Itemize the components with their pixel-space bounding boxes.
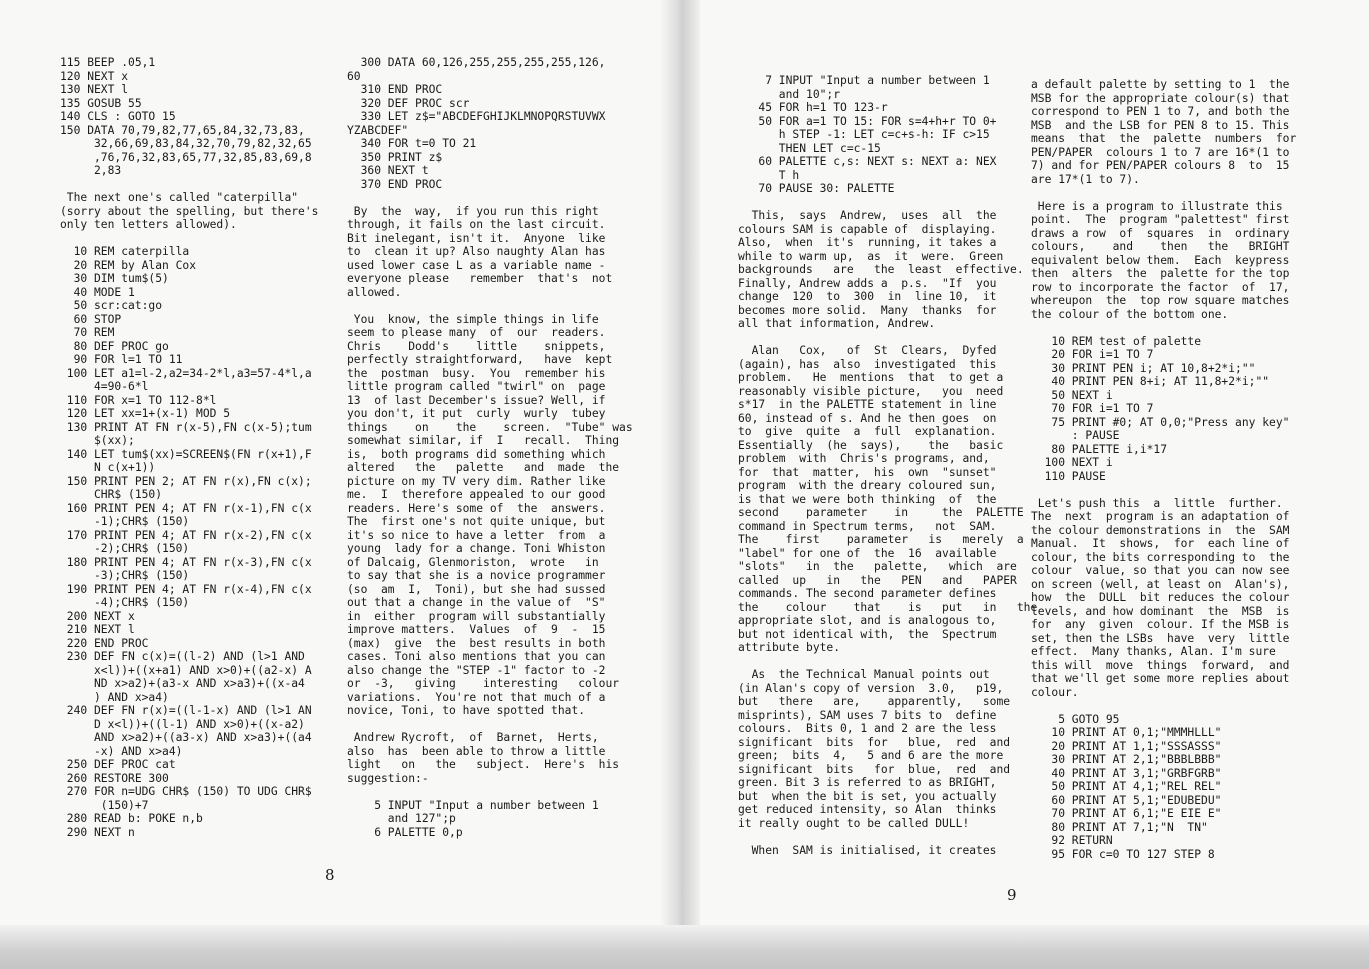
text-line: to say that she is a novice programmer xyxy=(347,569,606,582)
text-line: effect. Many thanks, Alan. I'm sure xyxy=(1031,645,1276,658)
text-line: 100 LET a1=l-2,a2=34-2*l,a3=57-4*l,a xyxy=(60,366,312,380)
text-line: 40 MODE 1 xyxy=(60,285,135,299)
text-line: N c(x+1)) xyxy=(60,461,156,474)
text-line: You know, the simple things in life xyxy=(347,312,599,326)
binding-gutter xyxy=(660,0,700,969)
text-line: Chris Dodd's little snippets, xyxy=(347,339,606,353)
text-line: 80 PRINT AT 7,1;"N TN" xyxy=(1031,820,1208,834)
text-line: a default palette by setting to 1 the xyxy=(1031,78,1290,91)
text-line: 80 DEF PROC go xyxy=(60,339,169,353)
paragraph-gap xyxy=(347,191,617,205)
text-line: D x<l))+((l-1) AND x>0)+((x-a2) xyxy=(60,717,305,731)
text-line: -x) AND x>a4) xyxy=(60,744,183,758)
text-line: used lower case L as a variable name - xyxy=(347,258,606,272)
text-line: then alters the palette for the top xyxy=(1031,267,1290,280)
text-line: Finally, Andrew adds a p.s. "If you xyxy=(738,276,997,290)
text-line: for that matter, his own "sunset" xyxy=(738,465,997,479)
text-line: commands. The second parameter defines xyxy=(738,587,997,600)
text-line: CHR$ (150) xyxy=(60,488,163,501)
text-line: -4);CHR$ (150) xyxy=(60,596,190,609)
text-line: 30 PRINT PEN i; AT 10,8+2*i;"" xyxy=(1031,361,1256,375)
text-line: to give quite a full explanation. xyxy=(738,425,997,438)
text-line: (sorry about the spelling, but there's xyxy=(60,204,319,218)
text-line: 10 PRINT AT 0,1;"MMMHLLL" xyxy=(1031,726,1222,739)
text-line: 90 FOR l=1 TO 11 xyxy=(60,353,183,366)
text-line: problem with Chris's programs, and, xyxy=(738,452,990,465)
text-line: altered the palette and made the xyxy=(347,461,620,474)
text-line: 95 FOR c=0 TO 127 STEP 8 xyxy=(1031,847,1215,861)
text-line: 100 NEXT i xyxy=(1031,456,1113,469)
paragraph-gap xyxy=(738,331,1010,345)
text-line: Also, when it's running, it takes a xyxy=(738,236,997,249)
text-line: (so am I, Toni), but she had sussed xyxy=(347,582,606,596)
text-line: THEN LET c=c-15 xyxy=(738,141,881,155)
text-line: the colour that is put in the xyxy=(738,600,1038,614)
text-line: 280 READ b: POKE n,b xyxy=(60,812,203,825)
paragraph-gap xyxy=(1031,483,1303,497)
text-line: 160 PRINT PEN 4; AT FN r(x-1),FN c(x xyxy=(60,501,312,515)
text-line: misprints), SAM uses 7 bits to define xyxy=(738,708,997,722)
text-line: 30 DIM tum$(5) xyxy=(60,272,169,285)
text-line: colour value, so that you can now see xyxy=(1031,564,1290,577)
paragraph-gap xyxy=(738,830,1010,844)
text-line: 60 PALETTE c,s: NEXT s: NEXT a: NEX xyxy=(738,155,997,168)
text-line: out that a change in the value of "S" xyxy=(347,596,606,609)
text-line: : PAUSE xyxy=(1031,429,1120,442)
text-line: The first parameter is merely a xyxy=(738,533,1024,546)
text-line: s*17 in the PALETTE statement in line xyxy=(738,398,997,411)
text-line: also change the "STEP -1" factor to -2 xyxy=(347,663,606,677)
text-line: PEN/PAPER colours 1 to 7 are 16*(1 to xyxy=(1031,145,1290,159)
text-line: appropriate slot, and is analogous to, xyxy=(738,614,997,627)
text-line: the colour of the bottom one. xyxy=(1031,307,1229,321)
text-line: somewhat similar, if I recall. Thing xyxy=(347,434,620,447)
text-line: green. Bit 3 is referred to as BRIGHT, xyxy=(738,776,997,789)
text-line: suggestion:- xyxy=(347,771,429,785)
text-line: 45 FOR h=1 TO 123-r xyxy=(738,101,888,114)
text-line: 40 PRINT AT 3,1;"GRBFGRB" xyxy=(1031,766,1222,780)
text-line: picture on my TV very dim. Rather like xyxy=(347,474,606,488)
text-line: through, it fails on the last circuit. xyxy=(347,218,606,231)
text-line: in either program will substantially xyxy=(347,609,606,623)
text-line: The next one's called "caterpilla" xyxy=(60,191,299,204)
text-line: colour, the bits corresponding to the xyxy=(1031,550,1290,564)
text-line: 10 REM caterpilla xyxy=(60,245,190,258)
text-line: 70 PAUSE 30: PALETTE xyxy=(738,182,895,195)
text-line: green; bits 4, 5 and 6 are the more xyxy=(738,749,1004,762)
text-line: 70 PRINT AT 6,1;"E EIE E" xyxy=(1031,807,1222,820)
text-line: is, both programs did something which xyxy=(347,447,606,461)
text-line: 270 FOR n=UDG CHR$ (150) TO UDG CHR$ xyxy=(60,785,312,798)
text-line: 370 END PROC xyxy=(347,177,443,191)
text-line: 190 PRINT PEN 4; AT FN r(x-4),FN c(x xyxy=(60,582,312,596)
text-line: 20 FOR i=1 TO 7 xyxy=(1031,348,1154,361)
text-line: -3);CHR$ (150) xyxy=(60,569,190,582)
text-line: The next program is an adaptation of xyxy=(1031,510,1290,523)
right-column-1 xyxy=(738,74,1038,857)
text-line: 20 REM by Alan Cox xyxy=(60,258,197,272)
text-line: (again), has also investigated this xyxy=(738,357,997,371)
text-line: row to incorporate the factor of 17, xyxy=(1031,280,1290,294)
text-line: point. The program "palettest" first xyxy=(1031,213,1290,226)
text-line: 210 NEXT l xyxy=(60,623,135,636)
text-line: MSB for the appropriate colour(s) that xyxy=(1031,91,1290,105)
paragraph-gap xyxy=(738,655,1010,669)
text-line: but there are, apparently, some xyxy=(738,695,1011,708)
text-line: second parameter in the PALETTE xyxy=(738,506,1024,519)
text-line: 150 DATA 70,79,82,77,65,84,32,73,83, xyxy=(60,123,305,137)
text-line: 110 PAUSE xyxy=(1031,469,1106,483)
text-line: means that the palette numbers for xyxy=(1031,132,1297,145)
text-line: becomes more solid. Many thanks for xyxy=(738,303,997,317)
paragraph-gap xyxy=(738,196,1010,210)
text-line: 320 DEF PROC scr xyxy=(347,96,470,110)
text-line: x<l))+((x+a1) AND x>0)+((a2-x) A xyxy=(60,663,312,677)
text-line: of Dalcaig, Glenmoriston, wrote in xyxy=(347,555,599,569)
page-bottom-shadow xyxy=(0,925,1369,969)
text-line: 180 PRINT PEN 4; AT FN r(x-3),FN c(x xyxy=(60,555,312,569)
text-line: but when the bit is set, you actually xyxy=(738,789,997,803)
text-line: Alan Cox, of St Clears, Dyfed xyxy=(738,344,997,357)
text-line: that we'll get some more replies about xyxy=(1031,672,1290,685)
text-line: "slots" in the palette, which are xyxy=(738,560,1017,573)
text-line: it's so nice to have a letter from a xyxy=(347,528,606,542)
text-line: Essentially (he says), the basic xyxy=(738,438,1004,452)
text-line: the colour demonstrations in the SAM xyxy=(1031,523,1290,537)
text-line: for any given colour. If the MSB is xyxy=(1031,618,1290,631)
text-line: 60 PRINT AT 5,1;"EDUBEDU" xyxy=(1031,793,1222,807)
left-column-2 xyxy=(347,56,633,839)
text-line: (in Alan's copy of version 3.0, p19, xyxy=(738,681,1004,695)
text-line: command in Spectrum terms, not SAM. xyxy=(738,519,997,533)
text-line: ND x>a2)+(a3-x AND x>a3)+((x-a4 xyxy=(60,677,305,690)
text-line: Andrew Rycroft, of Barnet, Herts, xyxy=(347,731,599,744)
text-line: Bit inelegant, isn't it. Anyone like xyxy=(347,231,606,245)
text-line: 120 NEXT x xyxy=(60,69,129,83)
text-line: 2,83 xyxy=(60,164,122,177)
text-line: 70 FOR i=1 TO 7 xyxy=(1031,402,1154,415)
text-line: ) AND x>a4) xyxy=(60,690,169,704)
text-line: 60, instead of s. And he then goes on xyxy=(738,411,997,425)
text-line: whereupon the top row square matches xyxy=(1031,294,1290,307)
text-line: this will move things forward, and xyxy=(1031,658,1290,672)
text-line: or -3, giving interesting colour xyxy=(347,677,620,690)
text-line: and 10";r xyxy=(738,87,841,101)
page-number-left: 8 xyxy=(325,866,335,884)
text-line: 140 LET tum$(xx)=SCREEN$(FN r(x+1),F xyxy=(60,447,312,461)
text-line: colours SAM is capable of displaying. xyxy=(738,222,997,236)
text-line: are 17*(1 to 7). xyxy=(1031,172,1140,186)
text-line: 330 LET z$="ABCDEFGHIJKLMNOPQRSTUVWX xyxy=(347,110,606,123)
text-line: and 127";p xyxy=(347,812,456,825)
text-line: colour. xyxy=(1031,685,1079,699)
text-line: 120 LET xx=1+(x-1) MOD 5 xyxy=(60,407,231,420)
text-line: 92 RETURN xyxy=(1031,834,1113,847)
text-line: little program called "twirl" on page xyxy=(347,380,606,393)
text-line: significant bits for blue, red and xyxy=(738,762,1011,776)
text-line: levels, and how dominant the MSB is xyxy=(1031,604,1290,618)
text-line: 5 GOTO 95 xyxy=(1031,712,1120,726)
text-line: but not identical with, the Spectrum xyxy=(738,627,997,641)
text-line: ,76,76,32,83,65,77,32,85,83,69,8 xyxy=(60,150,312,164)
text-line: Manual. It shows, for each line of xyxy=(1031,537,1290,550)
text-line: backgrounds are the least effective. xyxy=(738,263,1024,276)
text-line: you don't, it put curly wurly tubey xyxy=(347,407,606,420)
text-line: 140 CLS : GOTO 15 xyxy=(60,110,176,123)
text-line: 110 FOR x=1 TO 112-8*l xyxy=(60,393,217,407)
text-line: only ten letters allowed). xyxy=(60,218,237,231)
text-line: equivalent below them. Each keypress xyxy=(1031,253,1290,267)
text-line: When SAM is initialised, it creates xyxy=(738,843,997,857)
text-line: Here is a program to illustrate this xyxy=(1031,199,1283,213)
text-line: reasonably visible picture, you need xyxy=(738,384,1004,398)
text-line: 130 PRINT AT FN r(x-5),FN c(x-5);tum xyxy=(60,420,312,434)
text-line: light on the subject. Here's his xyxy=(347,758,620,771)
text-line: on screen (well, at least on Alan's), xyxy=(1031,577,1290,591)
text-line: significant bits for blue, red and xyxy=(738,735,1011,749)
text-line: h STEP -1: LET c=c+s-h: IF c>15 xyxy=(738,128,990,141)
text-line: 60 xyxy=(347,69,361,83)
text-line: 5 INPUT "Input a number between 1 xyxy=(347,798,599,812)
paragraph-gap xyxy=(347,718,617,732)
text-line: 135 GOSUB 55 xyxy=(60,96,142,110)
text-line: (max) give the best results in both xyxy=(347,636,606,650)
text-line: By the way, if you run this right xyxy=(347,204,599,218)
text-line: 220 END PROC xyxy=(60,636,149,650)
text-line: 200 NEXT x xyxy=(60,609,135,623)
text-line: allowed. xyxy=(347,285,402,299)
paragraph-gap xyxy=(347,785,617,799)
text-line: MSB and the LSB for PEN 8 to 15. This xyxy=(1031,118,1290,132)
text-line: This, says Andrew, uses all the xyxy=(738,209,997,222)
text-line: 115 BEEP .05,1 xyxy=(60,56,156,69)
text-line: $(xx); xyxy=(60,434,135,447)
text-line: all that information, Andrew. xyxy=(738,317,936,330)
text-line: 13 of last December's issue? Well, if xyxy=(347,393,606,407)
text-line: 40 PRINT PEN 8+i; AT 11,8+2*i;"" xyxy=(1031,375,1270,388)
text-line: (150)+7 xyxy=(60,798,149,812)
text-line: change 120 to 300 in line 10, it xyxy=(738,290,997,303)
text-line: T h xyxy=(738,168,800,182)
text-line: 350 PRINT z$ xyxy=(347,150,443,164)
text-line: colours, and then the BRIGHT xyxy=(1031,240,1290,253)
text-line: everyone please remember that's not xyxy=(347,272,613,285)
text-line: 7 INPUT "Input a number between 1 xyxy=(738,74,990,87)
text-line: to clean it up? Also naughty Alan has xyxy=(347,245,606,258)
text-line: is that we were both thinking of the xyxy=(738,492,997,506)
text-line: AND x>a2)+((a3-x) AND x>a3)+((a4 xyxy=(60,731,312,744)
text-line: 20 PRINT AT 1,1;"SSSASSS" xyxy=(1031,739,1222,753)
text-line: 6 PALETTE 0,p xyxy=(347,825,463,839)
text-line: 10 REM test of palette xyxy=(1031,334,1202,348)
text-line: get reduced intensity, so Alan thinks xyxy=(738,803,997,816)
text-line: 230 DEF FN c(x)=((l-2) AND (l>1 AND xyxy=(60,650,305,663)
text-line: 360 NEXT t xyxy=(347,164,429,177)
text-line: novice, Toni, to have spotted that. xyxy=(347,704,586,717)
text-line: while to warm up, as it were. Green xyxy=(738,249,1004,263)
text-line: 310 END PROC xyxy=(347,83,443,96)
text-line: As the Technical Manual points out xyxy=(738,668,990,681)
text-line: "label" for one of the 16 available xyxy=(738,546,997,560)
paragraph-gap xyxy=(60,178,330,192)
text-line: 60 STOP xyxy=(60,312,122,326)
text-line: 250 DEF PROC cat xyxy=(60,758,176,771)
text-line: 50 FOR a=1 TO 15: FOR s=4+h+r TO 0+ xyxy=(738,114,997,128)
text-line: 30 PRINT AT 2,1;"BBBLBBB" xyxy=(1031,753,1222,766)
text-line: 290 NEXT n xyxy=(60,825,135,839)
right-column-2 xyxy=(1031,78,1303,861)
text-line: program with the dreary coloured sun, xyxy=(738,479,997,492)
text-line: 70 REM xyxy=(60,326,115,339)
text-line: 150 PRINT PEN 2; AT FN r(x),FN c(x); xyxy=(60,474,312,488)
text-line: -2);CHR$ (150) xyxy=(60,542,190,555)
text-line: 170 PRINT PEN 4; AT FN r(x-2),FN c(x xyxy=(60,528,312,542)
left-column-1 xyxy=(60,56,330,839)
paragraph-gap xyxy=(60,232,330,246)
text-line: me. I therefore appealed to our good xyxy=(347,488,606,501)
text-line: things on the screen. "Tube" was xyxy=(347,420,633,434)
text-line: 260 RESTORE 300 xyxy=(60,771,169,785)
text-line: also has been able to throw a little xyxy=(347,744,606,758)
text-line: 50 PRINT AT 4,1;"REL REL" xyxy=(1031,780,1222,793)
text-line: seem to please many of our readers. xyxy=(347,326,606,339)
text-line: 7) and for PEN/PAPER colours 8 to 15 xyxy=(1031,159,1290,172)
text-line: 300 DATA 60,126,255,255,255,255,126, xyxy=(347,56,606,69)
text-line: readers. Here's some of the answers. xyxy=(347,501,606,515)
text-line: correspond to PEN 1 to 7, and both the xyxy=(1031,105,1290,118)
text-line: colours. Bits 0, 1 and 2 are the less xyxy=(738,722,997,735)
text-line: draws a row of squares in ordinary xyxy=(1031,226,1290,240)
text-line: Let's push this a little further. xyxy=(1031,496,1283,510)
page-number-right: 9 xyxy=(1007,886,1017,904)
text-line: The first one's not quite unique, but xyxy=(347,515,606,528)
text-line: 130 NEXT l xyxy=(60,83,129,96)
text-line: attribute byte. xyxy=(738,641,841,654)
text-line: 50 scr:cat:go xyxy=(60,299,163,312)
paragraph-gap xyxy=(347,299,617,313)
text-line: 50 NEXT i xyxy=(1031,388,1113,402)
text-line: perfectly straightforward, have kept xyxy=(347,353,613,366)
text-line: 340 FOR t=0 TO 21 xyxy=(347,137,477,150)
text-line: 75 PRINT #0; AT 0,0;"Press any key" xyxy=(1031,415,1290,429)
text-line: improve matters. Values of 9 - 15 xyxy=(347,623,606,636)
text-line: 4=90-6*l xyxy=(60,380,149,393)
text-line: called up in the PEN and PAPER xyxy=(738,573,1017,587)
text-line: it really ought to be called DULL! xyxy=(738,816,970,830)
paragraph-gap xyxy=(1031,186,1303,200)
paragraph-gap xyxy=(1031,321,1303,335)
text-line: 240 DEF FN r(x)=((l-1-x) AND (l>1 AN xyxy=(60,704,312,717)
text-line: how the DULL bit reduces the colour xyxy=(1031,591,1290,604)
paragraph-gap xyxy=(1031,699,1303,713)
text-line: set, then the LSBs have very little xyxy=(1031,631,1290,645)
text-line: 32,66,69,83,84,32,70,79,82,32,65 xyxy=(60,137,312,150)
text-line: young lady for a change. Toni Whiston xyxy=(347,542,606,555)
text-line: problem. He mentions that to get a xyxy=(738,371,1004,384)
text-line: cases. Toni also mentions that you can xyxy=(347,650,606,663)
text-line: the postman busy. You remember his xyxy=(347,366,606,380)
text-line: variations. You're not that much of a xyxy=(347,690,606,704)
text-line: YZABCDEF" xyxy=(347,123,409,137)
text-line: 80 PALETTE i,i*17 xyxy=(1031,442,1168,456)
text-line: -1);CHR$ (150) xyxy=(60,515,190,528)
